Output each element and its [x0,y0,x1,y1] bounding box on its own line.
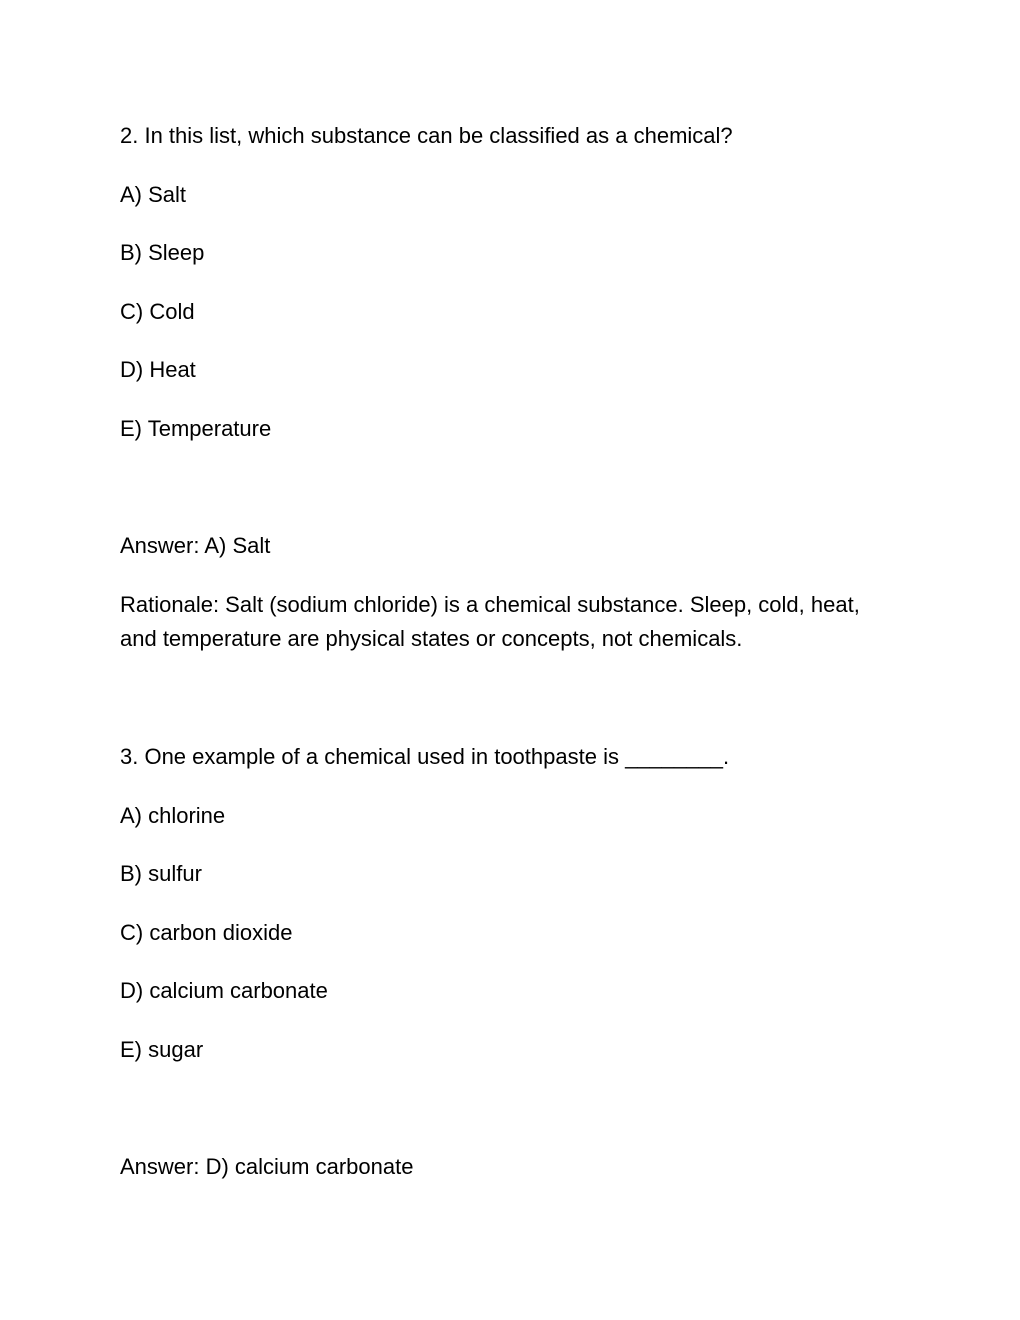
question-3-option-e: E) sugar [120,1037,204,1062]
question-2-answer: Answer: A) Salt [120,533,271,558]
question-2-rationale: Rationale: Salt (sodium chloride) is a chemical substance. Sleep, cold, heat, and temperature are physical states or concepts, not chemicals. [120,592,860,651]
question-3-option-a: A) chlorine [120,803,226,828]
question-2-option-a: A) Salt [120,182,187,207]
question-3-option-d: D) calcium carbonate [120,978,328,1003]
question-2-prompt: 2. In this list, which substance can be classified as a chemical? [120,123,733,148]
question-3-prompt: 3. One example of a chemical used in toothpaste is ________. [120,744,730,769]
question-2-option-c: C) Cold [120,299,195,324]
question-2-option-e: E) Temperature [120,416,272,441]
question-3-answer: Answer: D) calcium carbonate [120,1154,414,1179]
question-2-option-b: B) Sleep [120,240,205,265]
question-3-option-c: C) carbon dioxide [120,920,293,945]
question-2-option-d: D) Heat [120,357,196,382]
question-3-option-b: B) sulfur [120,861,202,886]
